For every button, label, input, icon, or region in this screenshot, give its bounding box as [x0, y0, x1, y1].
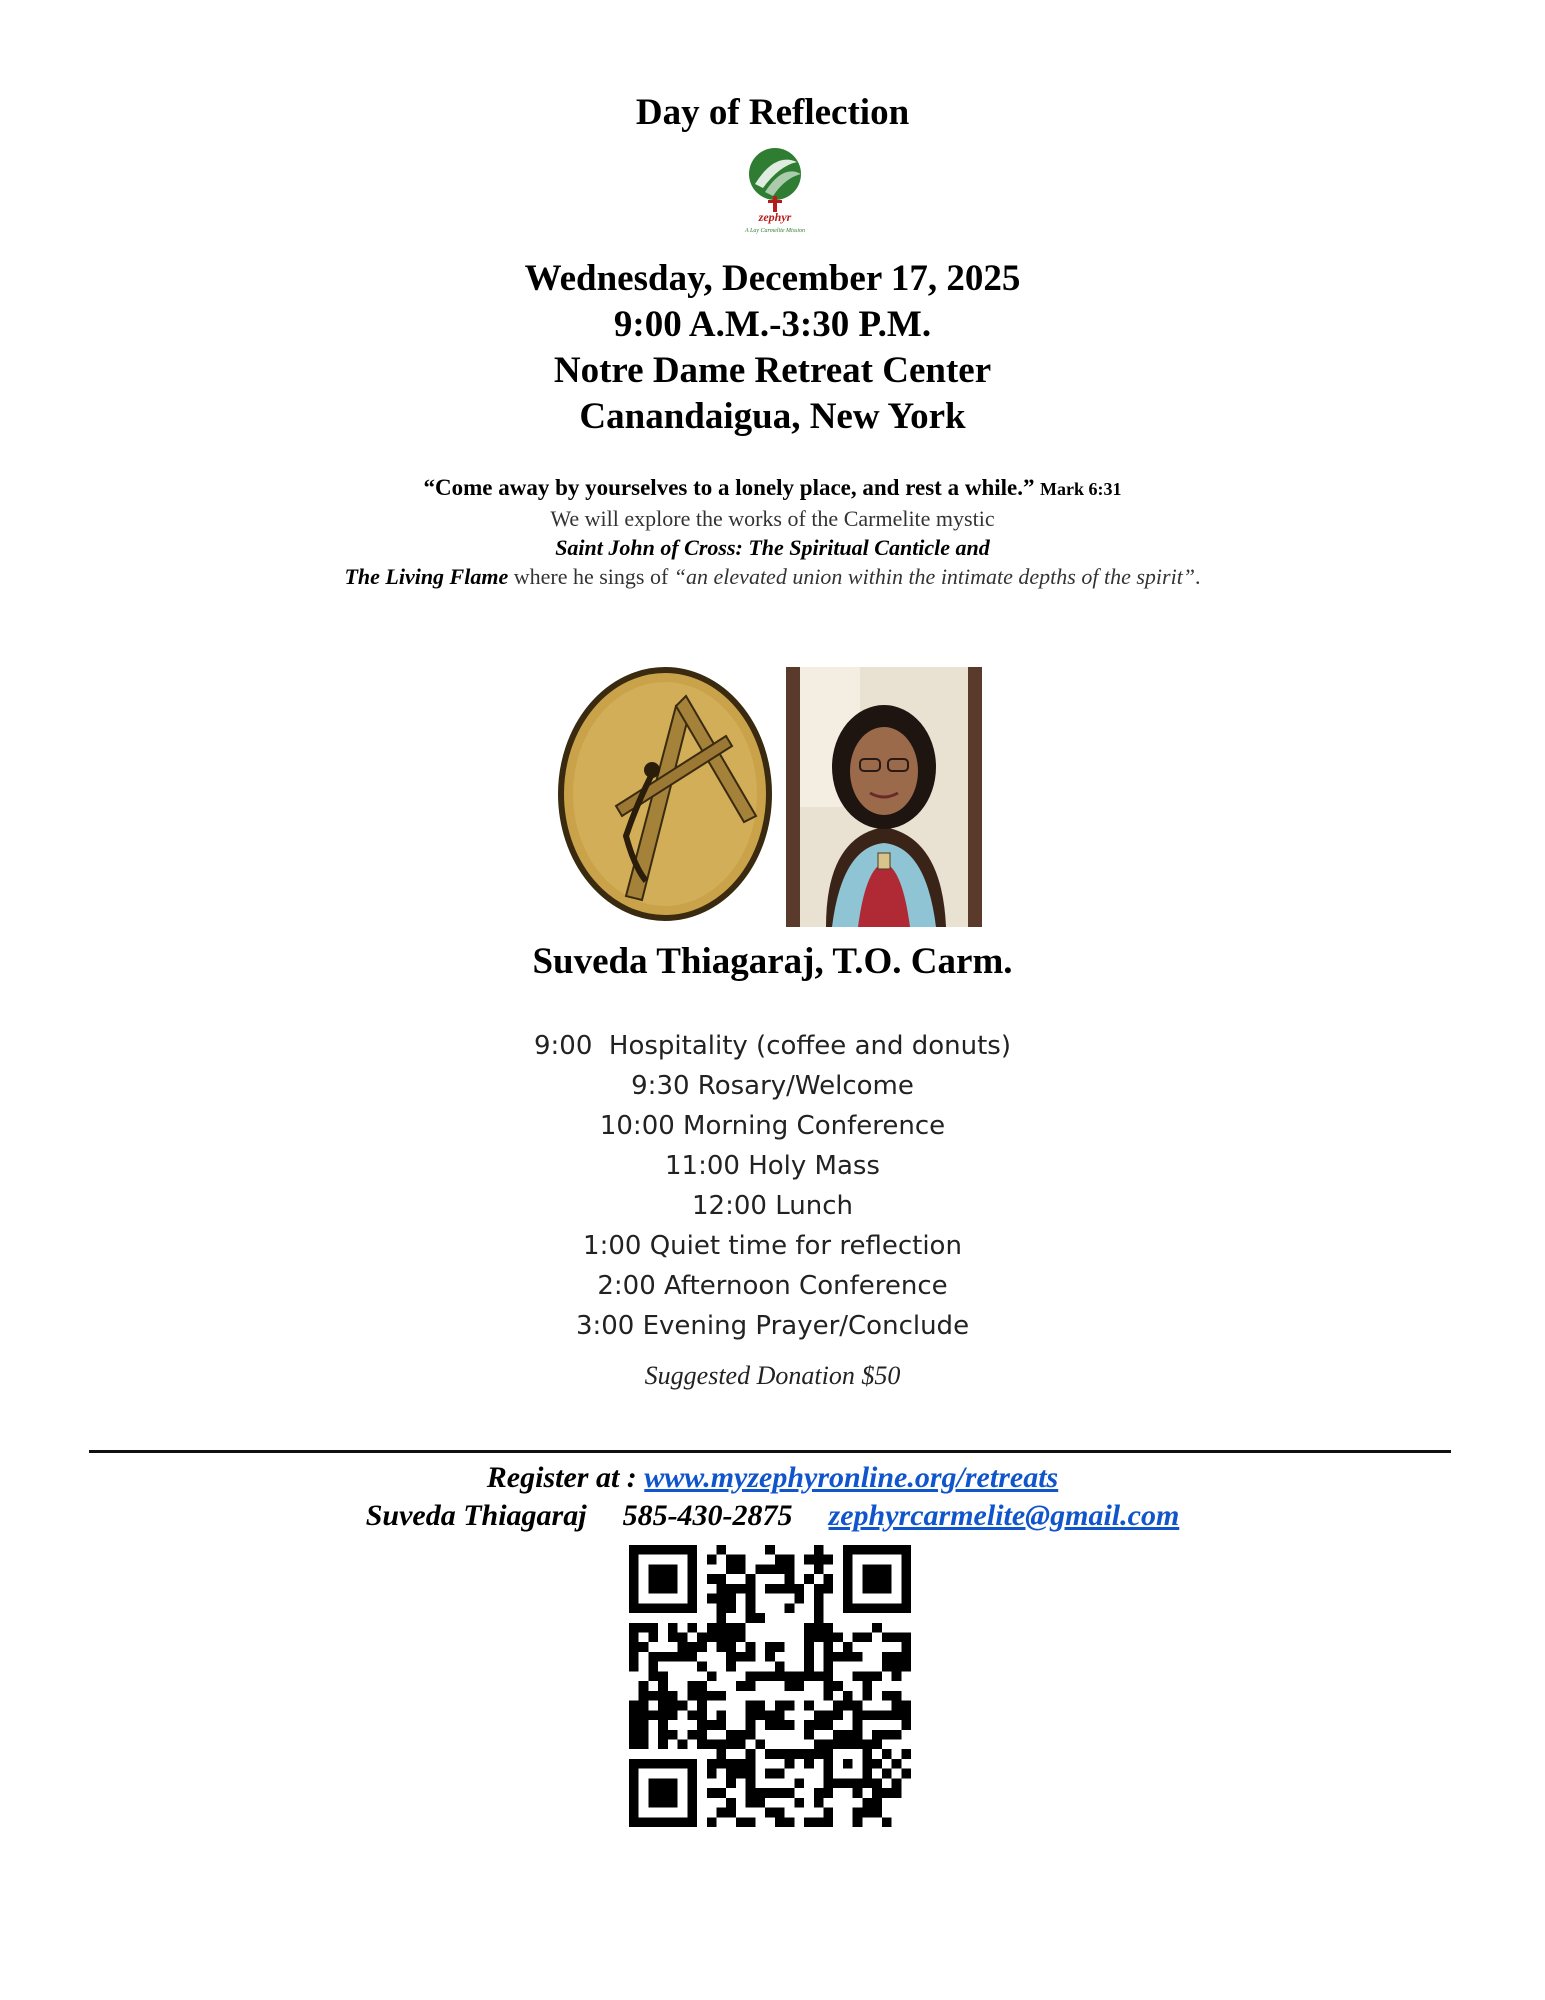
schedule-item: 11:00 Holy Mass — [665, 1151, 880, 1181]
schedule-list — [0, 1026, 1545, 1346]
schedule-item: 1:00 Quiet time for reflection — [583, 1231, 962, 1261]
description-text: where he sings of — [508, 564, 674, 589]
event-location: Canandaigua, New York — [579, 396, 966, 437]
registration — [0, 1459, 1545, 1535]
logo-tagline: A Lay Carmelite Mission — [744, 228, 806, 234]
schedule-item: 2:00 Afternoon Conference — [597, 1271, 948, 1301]
crucifix-medallion-image — [556, 666, 774, 922]
register-label: Register at : — [486, 1461, 645, 1494]
register-link[interactable]: www.myzephyronline.org/retreats — [644, 1461, 1059, 1494]
mystic-quote: “an elevated union within the intimate depths of the spirit” — [673, 564, 1196, 589]
schedule-item: 9:00 Hospitality (coffee and donuts) — [533, 1031, 1011, 1061]
event-time: 9:00 A.M.-3:30 P.M. — [613, 304, 932, 345]
registration-qr-code[interactable] — [629, 1545, 911, 1827]
zephyr-logo — [735, 144, 815, 234]
contact-phone: 585-430-2875 — [622, 1499, 793, 1532]
page-title: Day of Reflection — [635, 92, 910, 133]
event-venue: Notre Dame Retreat Center — [553, 350, 992, 391]
logo-name: zephyr — [758, 210, 792, 224]
speaker-name: Suveda Thiagaraj, T.O. Carm. — [532, 941, 1013, 982]
schedule-item: 3:00 Evening Prayer/Conclude — [575, 1311, 970, 1341]
event-date: Wednesday, December 17, 2025 — [524, 258, 1021, 299]
description-line-1: We will explore the works of the Carmelite mystic — [550, 506, 995, 531]
speaker-photo — [786, 667, 982, 927]
schedule-item: 10:00 Morning Conference — [599, 1111, 946, 1141]
contact-email-link[interactable]: zephyrcarmelite@gmail.com — [828, 1499, 1180, 1532]
schedule-item: 12:00 Lunch — [692, 1191, 853, 1221]
scripture-quote: “Come away by yourselves to a lonely place, and rest a while.” — [423, 475, 1035, 500]
description-end: . — [1195, 564, 1201, 589]
donation-text: Suggested Donation $50 — [644, 1361, 901, 1390]
description-line-2: Saint John of Cross: The Spiritual Canticle and — [555, 535, 990, 560]
divider — [89, 1450, 1451, 1453]
description-line-3 — [0, 562, 1545, 591]
description — [0, 473, 1545, 591]
book-title: The Living Flame — [344, 564, 509, 589]
schedule-item: 9:30 Rosary/Welcome — [631, 1071, 914, 1101]
event-info — [0, 256, 1545, 440]
contact-name: Suveda Thiagaraj — [365, 1499, 587, 1532]
scripture-reference: Mark 6:31 — [1039, 479, 1122, 499]
